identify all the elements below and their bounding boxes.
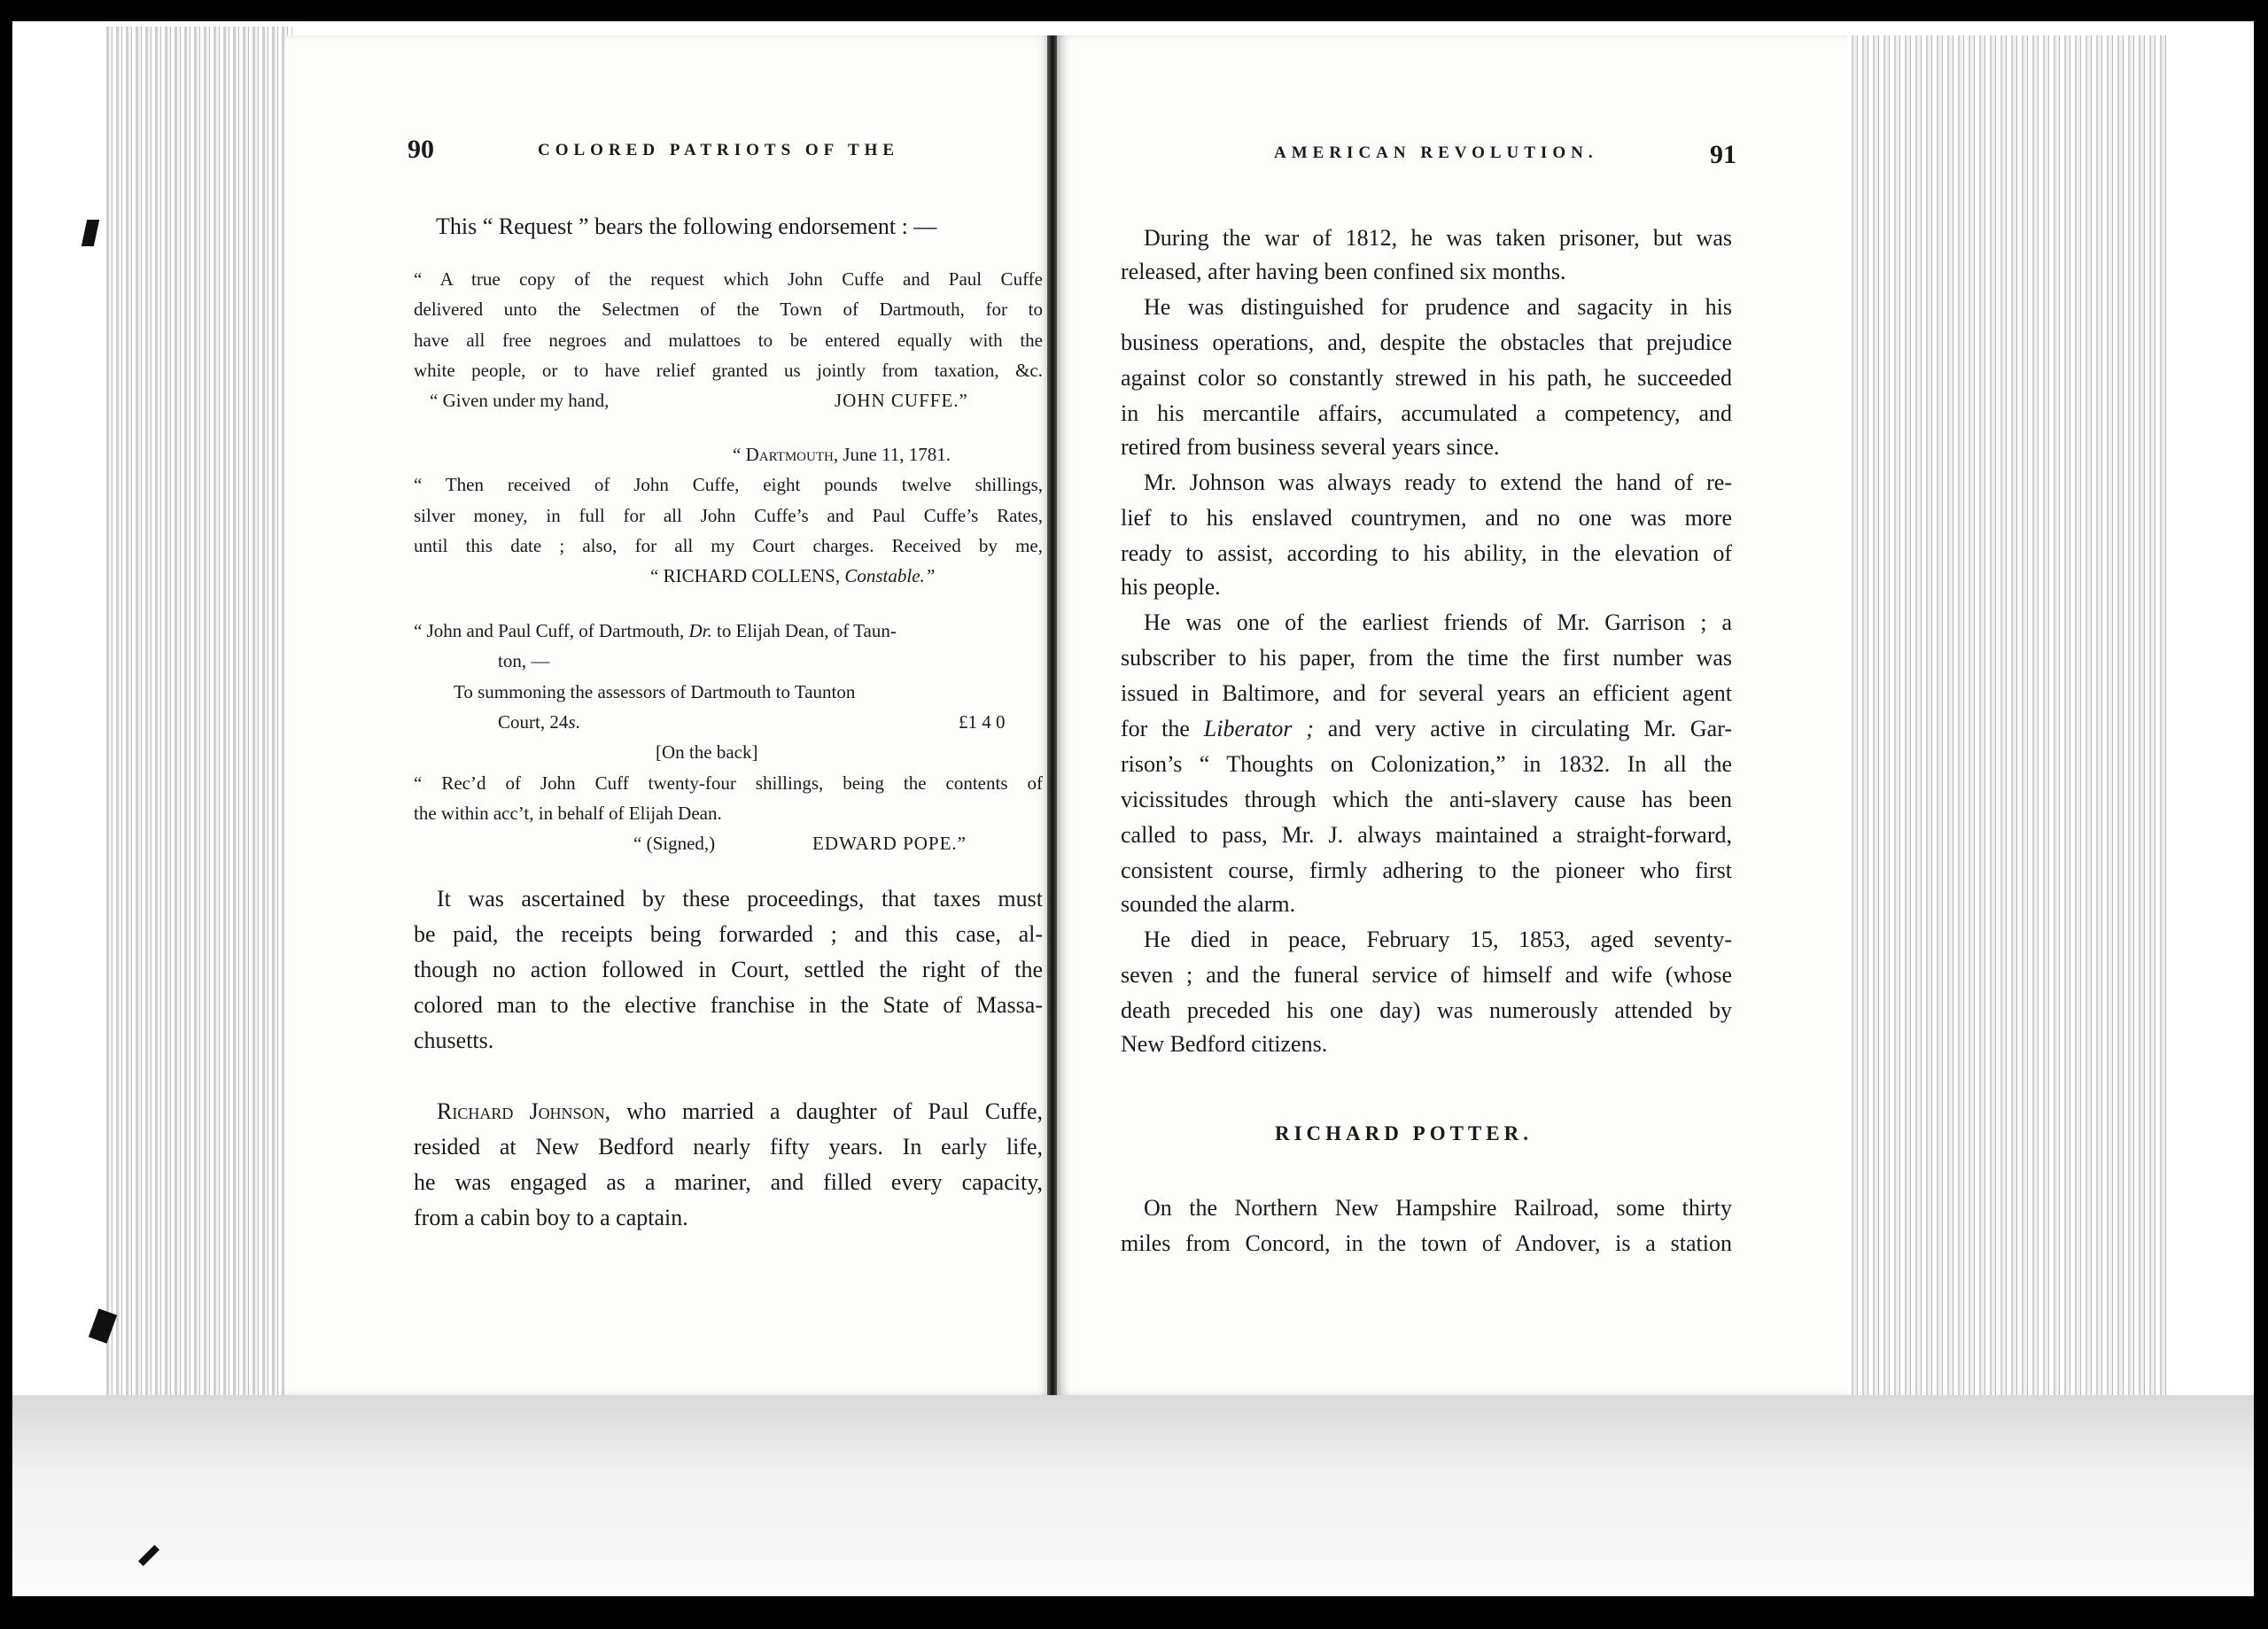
signature-edward-pope: EDWARD POPE.” (812, 833, 967, 854)
johnson-line: Richard Johnson, who married a daughter of Paul Cuffe, (437, 1098, 1044, 1124)
paragraph-line: issued in Baltimore, and for several years an efficient agent (1121, 680, 1732, 706)
running-head: COLORED PATRIOTS OF THE (538, 141, 900, 159)
intro-text: This “ Request ” bears the following endorsement : — (436, 213, 937, 239)
paragraph-line: retired from business several years since. (1121, 434, 1500, 460)
paragraph-line: lief to his enslaved countrymen, and no one was more (1121, 505, 1732, 531)
signature-richard-collens: “ RICHARD COLLENS, Constable.” (650, 565, 936, 586)
potter-line: miles from Concord, in the town of Andover, is a station (1121, 1230, 1732, 1256)
scanner-bed (12, 1395, 2254, 1596)
endorsement-line: white people, or to have relief granted us jointly from taxation, &c. (414, 360, 1043, 381)
bill-line: “ John and Paul Cuff, of Dartmouth, Dr. to Elijah Dean, of Taun- (414, 620, 897, 641)
paragraph-line: sounded the alarm. (1121, 891, 1296, 917)
back-line: “ Rec’d of John Cuff twenty-four shillings, being the contents of (414, 772, 1043, 794)
paragraph-line: consistent course, firmly adhering to the pioneer who first (1121, 857, 1732, 883)
signed-label: “ (Signed,) (633, 833, 716, 854)
bill-line: Court, 24s. (498, 711, 580, 733)
scan-border-top (0, 0, 2268, 21)
paragraph-line: He died in peace, February 15, 1853, aged seventy- (1144, 927, 1732, 952)
paragraph-line: rison’s “ Thoughts on Colonization,” in 1832. In all the (1121, 751, 1732, 777)
paragraph-line: called to pass, Mr. J. always maintained a straight-forward, (1121, 822, 1732, 848)
receipt-line: “ Then received of John Cuffe, eight pounds twelve shillings, (414, 474, 1043, 495)
paragraph-line: in his mercantile affairs, accumulated a competency, and (1121, 400, 1732, 426)
section-heading: RICHARD POTTER. (1275, 1122, 1533, 1144)
paragraph-line: ready to assist, according to his ability, in the elevation of (1121, 540, 1732, 566)
paragraph-line: He was one of the earliest friends of Mr. Garrison ; a (1144, 609, 1732, 635)
paragraph-line: colored man to the elective franchise in the State of Massa- (414, 992, 1043, 1018)
bill-amount: £1 4 0 (959, 711, 1006, 733)
johnson-line: from a cabin boy to a captain. (414, 1205, 688, 1230)
paragraph-line: New Bedford citizens. (1121, 1031, 1328, 1057)
back-line: the within acc’t, in behalf of Elijah Dean. (414, 803, 722, 824)
paragraph-line: vicissitudes through which the anti-slavery cause has been (1121, 787, 1732, 812)
left-page-stack (106, 27, 292, 1395)
paragraph-line: He was distinguished for prudence and sagacity in his (1144, 294, 1732, 320)
right-page-stack (1847, 35, 2166, 1395)
paragraph-line: though no action followed in Court, settled the right of the (414, 957, 1043, 982)
paragraph-line: against color so constantly strewed in his path, he succeeded (1121, 365, 1732, 391)
scan-border-left (0, 0, 12, 1629)
johnson-line: resided at New Bedford nearly fifty years. In early life, (414, 1134, 1043, 1160)
signature-john-cuffe: JOHN CUFFE.” (835, 390, 968, 411)
paragraph-line: subscriber to his paper, from the time the first number was (1121, 645, 1732, 671)
paragraph-line: for the Liberator ; and very active in circulating Mr. Gar- (1121, 716, 1732, 741)
johnson-line: he was engaged as a mariner, and filled every capacity, (414, 1169, 1043, 1195)
paragraph-line: Mr. Johnson was always ready to extend the hand of re- (1144, 469, 1732, 495)
receipt-line: silver money, in full for all John Cuffe’s and Paul Cuffe’s Rates, (414, 505, 1043, 526)
scan-artifact (82, 220, 99, 246)
on-the-back-label: [On the back] (656, 741, 758, 763)
bill-line: To summoning the assessors of Dartmouth to Taunton (454, 681, 856, 702)
endorsement-line: delivered unto the Selectmen of the Town of Dartmouth, for to (414, 299, 1043, 320)
potter-line: On the Northern New Hampshire Railroad, some thirty (1144, 1195, 1732, 1221)
running-head: AMERICAN REVOLUTION. (1274, 144, 1598, 162)
right-page (1057, 35, 1847, 1395)
receipt-date: “ Dartmouth, June 11, 1781. (733, 444, 951, 465)
paragraph-line: During the war of 1812, he was taken prisoner, but was (1144, 225, 1732, 251)
scan-border-right (2254, 0, 2268, 1629)
page-number: 91 (1710, 140, 1736, 169)
endorsement-line: have all free negroes and mulattoes to be entered equally with the (414, 330, 1043, 351)
endorsement-line: “ A true copy of the request which John Cuffe and Paul Cuffe (414, 268, 1043, 290)
paragraph-line: be paid, the receipts being forwarded ; and this case, al- (414, 921, 1043, 947)
given-line: “ Given under my hand, (430, 390, 610, 411)
receipt-line: until this date ; also, for all my Court charges. Received by me, (414, 535, 1043, 556)
paragraph-line: released, after having been confined six months. (1121, 259, 1566, 284)
paragraph-line: chusetts. (414, 1028, 494, 1053)
paragraph-line: It was ascertained by these proceedings, that taxes must (437, 886, 1043, 911)
paragraph-line: seven ; and the funeral service of himself and wife (whose (1121, 962, 1732, 988)
bill-line: ton, — (498, 650, 550, 671)
paragraph-line: death preceded his one day) was numerously attended by (1121, 997, 1732, 1023)
paragraph-line: his people. (1121, 574, 1221, 600)
left-page (285, 35, 1052, 1395)
scan-border-bottom (0, 1596, 2268, 1629)
paragraph-line: business operations, and, despite the obstacles that prejudice (1121, 330, 1732, 355)
page-number: 90 (408, 135, 434, 164)
